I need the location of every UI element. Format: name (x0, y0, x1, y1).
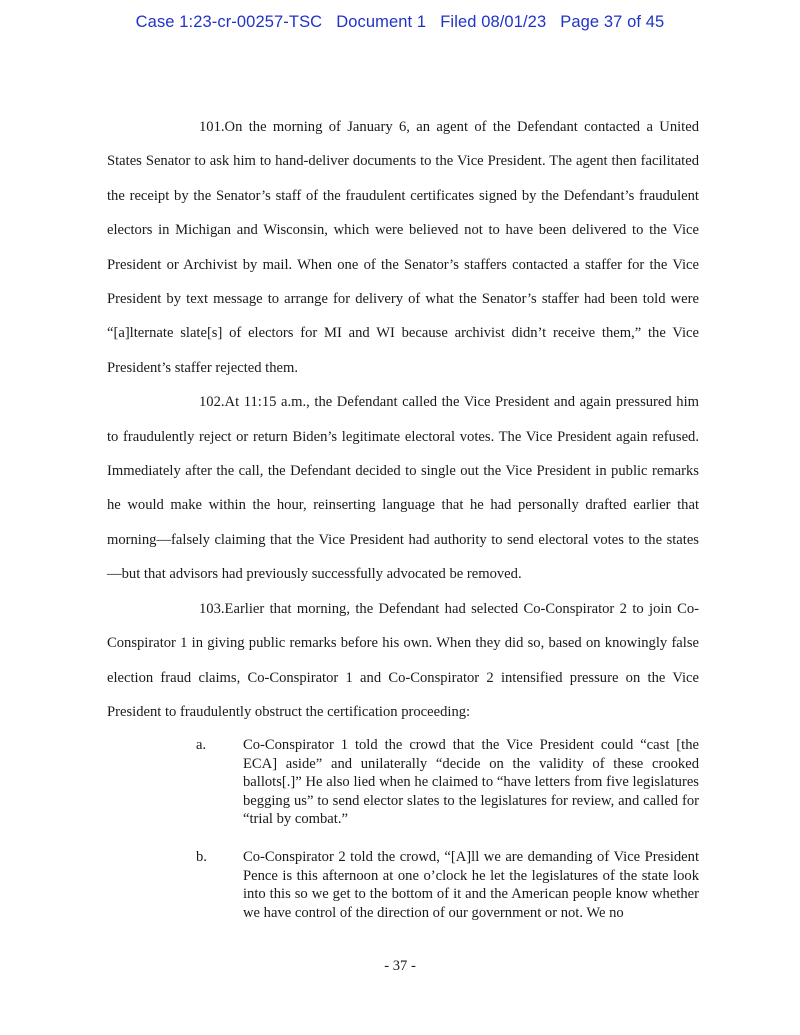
paragraph-101 (107, 110, 699, 385)
sub-paragraph-text: Co-Conspirator 2 told the crowd, “[A]ll we are demanding of Vice President Pence is this afternoon at one o’clock he let the legislatures of the state look into this so we get to the bottom of it and the American people know whether we have control of the direction of our government or not. We no (243, 848, 699, 921)
paragraph-103 (107, 592, 699, 730)
sub-paragraph-list (196, 736, 699, 941)
paragraph-number: 103. (199, 600, 225, 617)
page-number: - 37 - (384, 958, 416, 974)
sub-paragraph-text: Co-Conspirator 1 told the crowd that the Vice President could “cast [the ECA] aside” and unilaterally “decide on the validity of these crooked ballots[.]” He also lied when he claimed to “have letters from five legislatures begging us” to send elector slates to the legislatures for review, and called for “trial by combat.” (243, 737, 699, 828)
sub-paragraph-letter: a. (196, 737, 207, 753)
sub-paragraph-letter: b. (196, 848, 207, 865)
paragraph-text: On the morning of January 6, an agent of the Defendant contacted a United States Senator to ask him to hand-deliver documents to the Vice President. The agent then facilitated the receipt by the Senator’s staff of the fraudulent certificates signed by the Defendant’s fraudulent electors in Michigan and Wisconsin, which were believed not to have been delivered to the Vice President or Archivist by mail. When one of the Senator’s staffers contacted a staffer for the Vice President by text message to arrange for delivery of what the Senator’s staffer had been told were “[a]lternate slate[s] of electors for MI and WI because archivist didn’t receive them,” the Vice President’s staffer rejected them. (107, 119, 699, 376)
paragraph-number: 102. (199, 394, 225, 411)
paragraph-text: Earlier that morning, the Defendant had selected Co-Conspirator 2 to join Co-Conspirator 1 in giving public remarks before his own. When they did so, based on knowingly false election fraud claims, Co-Conspirator 1 and Co-Conspirator 2 intensified pressure on the Vice President to fraudulently obstruct the certification proceeding: (107, 600, 699, 720)
paragraph-text: At 11:15 a.m., the Defendant called the Vice President and again pressured him to fraudulently reject or return Biden’s legitimate electoral votes. The Vice President again refused. Immediately after the call, the Defendant decided to single out the Vice President in public remarks he would make within the hour, reinserting language that he had personally drafted earlier that morning—falsely claiming that the Vice President had authority to send electoral votes to the states—but that advisors had previously successfully advocated be removed. (107, 394, 699, 583)
court-filing-header: Case 1:23-cr-00257-TSC Document 1 Filed 08/01/23 Page 37 of 45 (135, 13, 665, 31)
paragraph-102 (107, 385, 699, 591)
document-body (107, 110, 699, 729)
sub-paragraph-a (196, 736, 699, 829)
paragraph-number: 101. (199, 119, 225, 135)
sub-paragraph-b (196, 848, 699, 922)
